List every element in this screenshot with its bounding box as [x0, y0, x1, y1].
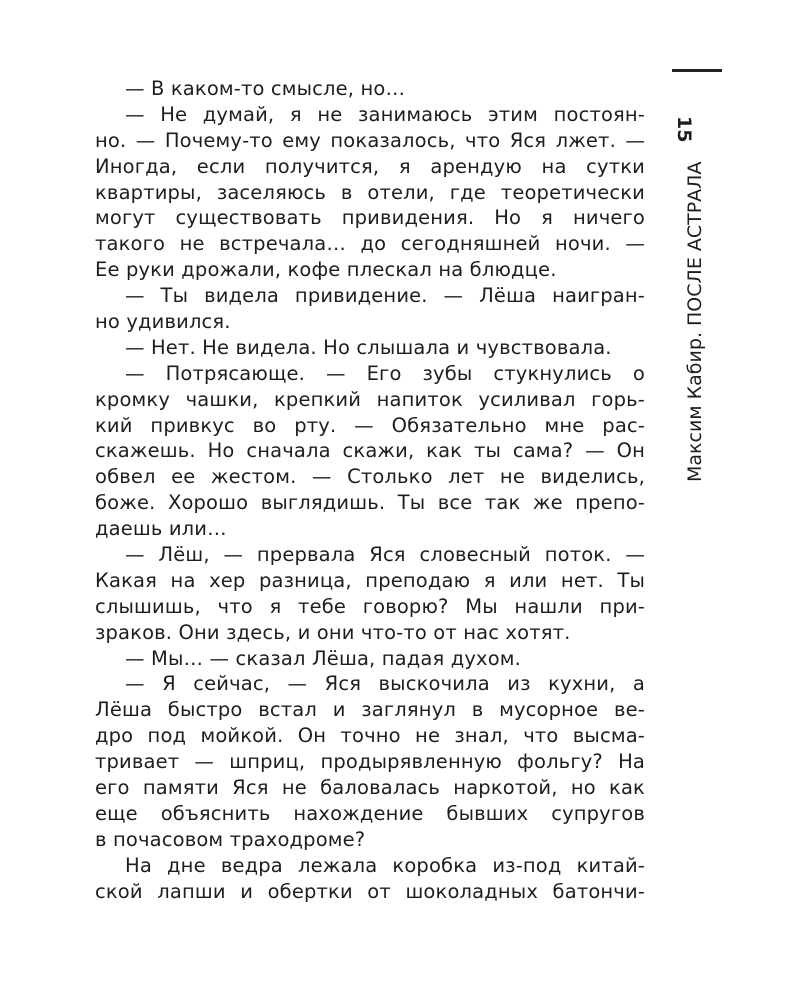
body-text — [95, 76, 645, 905]
text-line: тривает — шприц, продырявленную фольгу? На — [95, 750, 645, 774]
text-line: — Не думай, я не занимаюсь этим постоян- — [125, 102, 645, 126]
text-line: кромку чашки, крепкий напиток усиливал горь- — [95, 387, 645, 411]
text-line: — Лёш, — прервала Яся словесный поток. — — [125, 543, 645, 567]
text-line: боже. Хорошо выглядишь. Ты все так же препо- — [95, 491, 645, 515]
text-line: еще объяснить нахождение бывших супругов — [95, 801, 645, 825]
text-line: — Мы… — сказал Лёша, падая духом. — [125, 646, 522, 670]
text-line: даешь или… — [95, 517, 227, 541]
text-line: Ее руки дрожали, кофе плескал на блюдце. — [95, 258, 557, 282]
text-line: Лёша быстро встал и заглянул в мусорное ве- — [95, 698, 645, 722]
text-line: могут существовать привидения. Но я ничего — [95, 206, 645, 230]
text-line: зраков. Они здесь, и они что-то от нас хотят. — [95, 620, 571, 644]
text-line: скажешь. Но сначала скажи, как ты сама? — Он — [95, 439, 645, 463]
text-line: кий привкус во рту. — Обязательно мне рас- — [95, 413, 645, 437]
text-line: — Ты видела привидение. — Лёша наигран- — [125, 284, 645, 308]
text-line: но. — Почему-то ему показалось, что Яся лжет. — — [95, 128, 645, 152]
text-line: — Я сейчас, — Яся выскочила из кухни, а — [125, 672, 645, 696]
text-line: обвел ее жестом. — Столько лет не виделись, — [95, 465, 645, 489]
running-head: Максим Кабир. ПОСЛЕ АСТРАЛА — [684, 161, 706, 482]
text-line: квартиры, заселяюсь в отели, где теоретически — [95, 180, 645, 204]
text-line: его памяти Яся не баловалась наркотой, но как — [95, 776, 645, 800]
header-rule — [672, 69, 722, 72]
text-line: ской лапши и обертки от шоколадных батончи- — [95, 879, 645, 903]
text-line: На дне ведра лежала коробка из-под китай- — [125, 853, 645, 877]
text-line: — Нет. Не видела. Но слышала и чувствовала. — [125, 335, 612, 359]
text-line: но удивился. — [95, 310, 231, 334]
text-line: Иногда, если получится, я арендую на сутки — [95, 154, 645, 178]
text-line: такого не встречала… до сегодняшней ночи. — — [95, 232, 645, 256]
text-line: Какая на хер разница, преподаю я или нет. Ты — [95, 568, 645, 592]
text-line: дро под мойкой. Он точно не знал, что высма- — [95, 724, 645, 748]
text-line: слышишь, что я тебе говорю? Мы нашли при- — [95, 594, 645, 618]
text-line: в почасовом траходроме? — [95, 827, 366, 851]
text-line: — В каком-то смысле, но… — [125, 77, 406, 100]
text-line: — Потрясающе. — Его зубы стукнулись о — [125, 361, 645, 385]
page-number: 15 — [673, 116, 695, 143]
